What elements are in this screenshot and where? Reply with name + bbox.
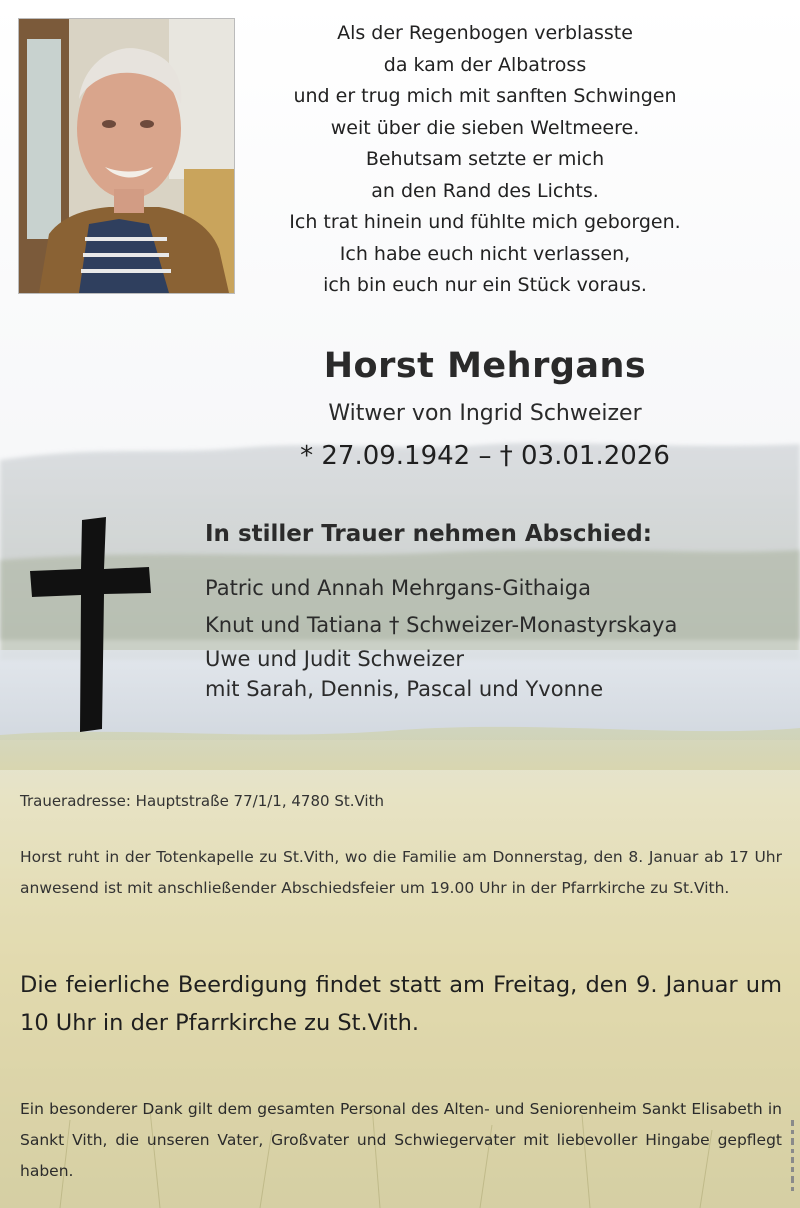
life-dates: * 27.09.1942 – † 03.01.2026 <box>300 441 670 471</box>
deceased-info <box>170 338 800 478</box>
spacer <box>205 556 795 570</box>
poem-line: ich bin euch nur ein Stück voraus. <box>323 274 647 296</box>
poem-line: Als der Regenbogen verblasste <box>337 22 633 44</box>
mourner-line: Knut und Tatiana † Schweizer-Monastyrskaya <box>205 613 678 637</box>
thanks-note: Ein besonderer Dank gilt dem gesamten Personal des Alten- und Seniorenheim Sankt Elisabeth in Sankt Vith, die unseren Vater, Großvater und Schwiegervater mit liebevoller Hingabe gepflegt haben. <box>20 1100 782 1180</box>
print-mark <box>789 1120 797 1200</box>
mourners <box>205 512 795 704</box>
poem-line: und er trug mich mit sanften Schwingen <box>293 85 677 107</box>
mourner-line: Patric und Annah Mehrgans-Githaiga <box>205 576 591 600</box>
poem-line: da kam der Albatross <box>383 53 587 76</box>
funeral-info: Die feierliche Beerdigung findet statt am Freitag, den 9. Januar um 10 Uhr in der Pfarrkirche zu St.Vith. <box>20 972 782 1036</box>
cross-icon <box>30 517 152 732</box>
poem-line: Behutsam setzte er mich <box>365 148 605 170</box>
viewing-info: Horst ruht in der Totenkapelle zu St.Vith, wo die Familie am Donnerstag, den 8. Januar ab 17 Uhr anwesend ist mit anschließender Abschiedsfeier um 19.00 Uhr in der Pfarrkirche zu St.Vith. <box>20 848 782 897</box>
poem-line: Ich habe euch nicht verlassen, <box>339 242 631 265</box>
mourner-line: mit Sarah, Dennis, Pascal und Yvonne <box>205 677 604 701</box>
mourner-line: Uwe und Judit Schweizer <box>205 647 465 671</box>
mourning-address: Traueradresse: Hauptstraße 77/1/1, 4780 St.Vith <box>20 792 384 810</box>
poem-line: Ich trat hinein und fühlte mich geborgen. <box>289 211 681 233</box>
widow-of: Witwer von Ingrid Schweizer <box>328 401 642 426</box>
mourners-heading: In stiller Trauer nehmen Abschied: <box>205 521 652 547</box>
poem-line: an den Rand des Lichts. <box>371 179 599 202</box>
poem <box>250 18 720 302</box>
poem-line: weit über die sieben Weltmeere. <box>330 116 640 139</box>
deceased-name: Horst Mehrgans <box>323 346 647 386</box>
portrait-photo <box>18 18 235 294</box>
